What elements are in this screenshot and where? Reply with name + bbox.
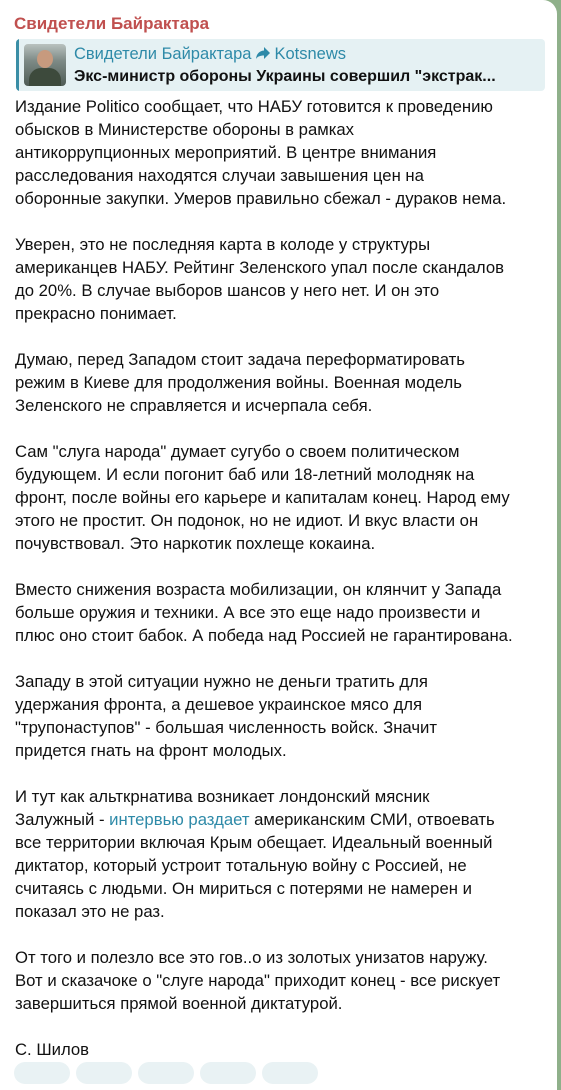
thumbnail-person-body [29,68,61,86]
text-line: Сам "слуга народа" думает сугубо о своем политическом [15,442,460,461]
text-line: считаясь с людьми. Он мириться с потерями не намерен и [15,879,472,898]
forward-accent-bar [16,39,19,91]
forward-source-name: Свидетели Байрактара [74,45,252,63]
text-line: завершиться прямой военной диктатурой. [15,994,343,1013]
signature: С. Шилов [15,1040,90,1059]
text-line: удержания фронта, а дешевое украинское мясо для [15,695,422,714]
message-paragraph [15,440,551,555]
text-line: до 20%. В случае выборов шансов у него нет. И он это [15,281,440,300]
text-line: Издание Politico сообщает, что НАБУ готовится к проведению [15,97,493,116]
reaction-chip[interactable] [76,1062,132,1084]
text-line: прекрасно понимает. [15,304,177,323]
message-paragraph [15,95,551,210]
reaction-chip[interactable] [200,1062,256,1084]
text-line: придется гнать на фронт молодых. [15,741,287,760]
interview-link[interactable]: интервью раздает [109,810,250,829]
reaction-chip[interactable] [138,1062,194,1084]
final-paragraph [15,946,551,1015]
message-paragraphs [15,95,551,762]
text-line: будующем. И если погонит баб или 18-летний молодняк на [15,465,475,484]
message-paragraph [15,233,551,325]
text-line: Вместо снижения возраста мобилизации, он клянчит у Запада [15,580,502,599]
text-line: Уверен, это не последняя карта в колоде у структуры [15,235,431,254]
text-line: И тут как альткрнатива возникает лондонский мясник [15,787,430,806]
text-line: От того и полезло все это гов..о из золотых унизатов наружу. [15,948,488,967]
forward-title: Экс-министр обороны Украины совершил "экстрак... [74,68,496,85]
reaction-chip[interactable] [262,1062,318,1084]
text-fragment: Залужный - [15,810,110,829]
forward-source-line [74,44,346,64]
text-line: все территории включая Крым обещает. Идеальный военный [15,833,493,852]
text-line: американцев НАБУ. Рейтинг Зеленского упал после скандалов [15,258,504,277]
forward-arrow-icon [255,46,271,60]
text-line: показал это не раз. [15,902,165,921]
message-paragraph [15,348,551,417]
forwarded-message-card[interactable] [16,39,545,91]
reaction-chip[interactable] [14,1062,70,1084]
forward-origin-name: Kotsnews [274,45,347,63]
text-line: Западу в этой ситуации нужно не деньги тратить для [15,672,428,691]
message-text [15,95,551,1084]
link-paragraph [15,785,551,923]
text-line: диктатор, который устроит тотальную войну с Россией, не [15,856,467,875]
text-line: почувствовал. Это наркотик похлеще кокаина. [15,534,376,553]
message-paragraph [15,670,551,762]
text-line: фронт, после войны его карьере и капиталам конец. Народ ему [15,488,510,507]
text-line: "трупонаступов" - большая численность войск. Значит [15,718,437,737]
text-line: Вот и сказачоке о "слуге народа" приходит конец - все рискует [15,971,501,990]
text-line: плюс оно стоит бабок. А победа над Россией не гарантирована. [15,626,513,645]
text-line: обысков в Министерстве обороны в рамках [15,120,355,139]
text-line: больше оружия и техники. А все это еще надо произвести и [15,603,481,622]
channel-name[interactable]: Свидетели Байрактара [14,14,210,33]
text-line: этого не простит. Он подонок, но не идиот. И вкус власти он [15,511,479,530]
text-line: Думаю, перед Западом стоит задача переформатировать [15,350,465,369]
text-line: антикоррупционных мероприятий. В центре внимания [15,143,437,162]
text-line [15,808,551,831]
reactions-bar [14,1062,324,1082]
text-line: расследования находятся случаи завышения цен на [15,166,424,185]
text-line: оборонные закупки. Умеров правильно сбежал - дураков нема. [15,189,507,208]
forward-thumbnail [24,44,66,86]
text-fragment: американским СМИ, отвоевать [249,810,495,829]
message-paragraph [15,578,551,647]
text-line: режим в Киеве для продолжения войны. Военная модель [15,373,462,392]
text-line: Зеленского не справляется и исчерпала себя. [15,396,373,415]
thumbnail-person-head [37,50,53,68]
